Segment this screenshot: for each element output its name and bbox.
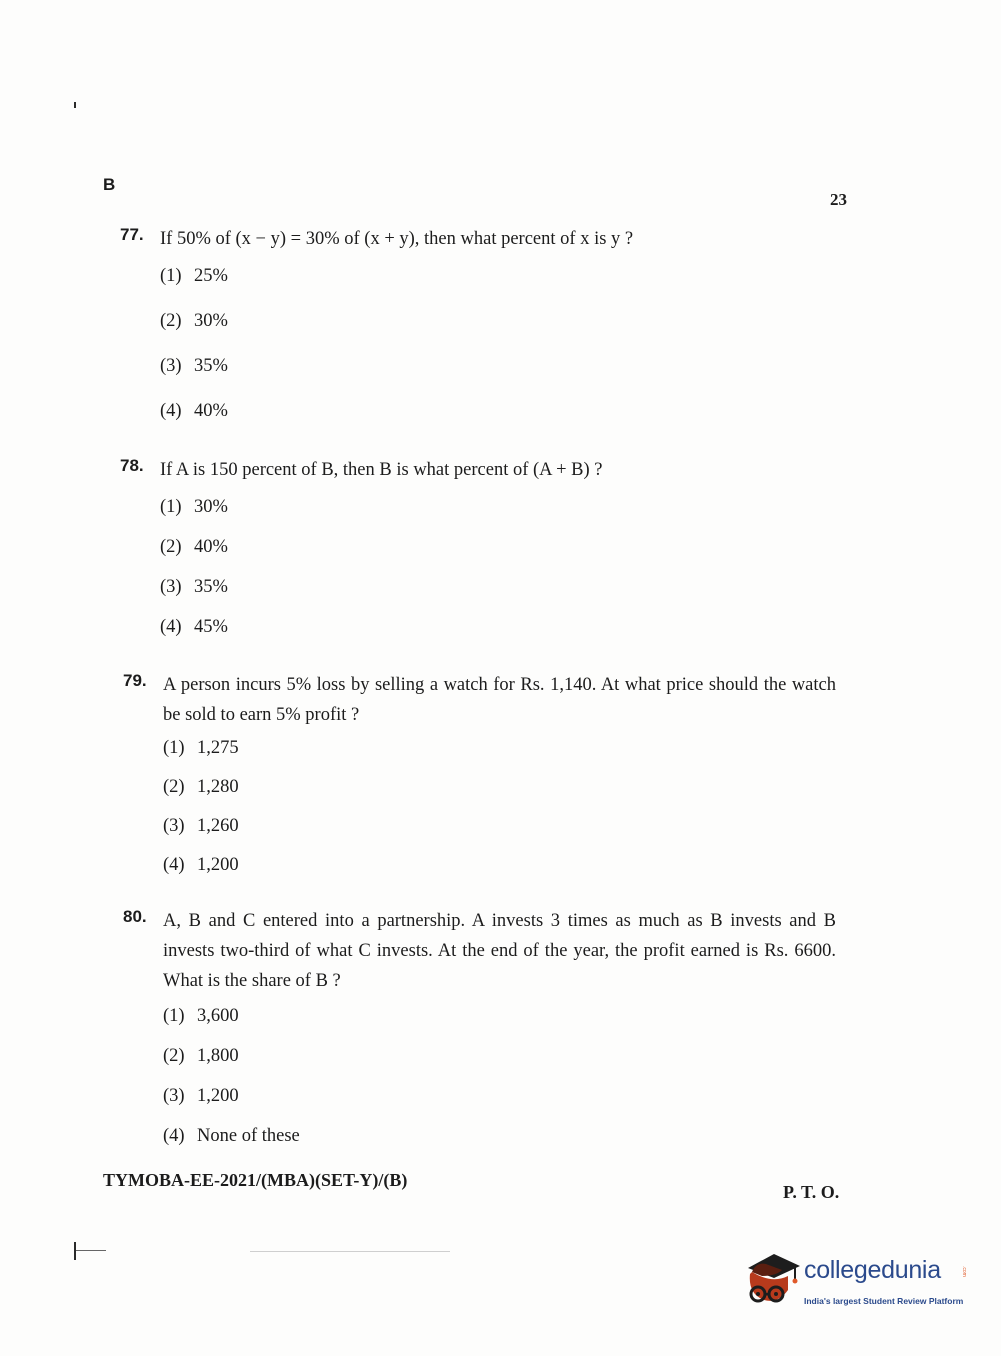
option-value: 3,600 bbox=[197, 1006, 239, 1026]
question-number: 77. bbox=[120, 225, 144, 244]
scan-faint-line bbox=[250, 1251, 450, 1252]
set-letter: B bbox=[103, 175, 116, 194]
option-value: 1,200 bbox=[197, 855, 239, 875]
page-number: 23 bbox=[830, 190, 847, 209]
scan-edge-mark-bottom bbox=[74, 1242, 76, 1260]
option-1 bbox=[163, 1006, 836, 1046]
option-label: (2) bbox=[160, 311, 182, 331]
option-3 bbox=[160, 356, 840, 401]
option-2 bbox=[163, 777, 836, 816]
options-list bbox=[160, 497, 840, 657]
question-text: A, B and C entered into a partnership. A invests 3 times as much as B invests and B invests two-third of what C invests. At the end of the year, the profit earned is Rs. 6600. What is the share of B ? bbox=[163, 911, 836, 991]
option-label: (4) bbox=[160, 401, 182, 421]
brand-suffix: .com bbox=[961, 1266, 967, 1277]
option-label: (3) bbox=[160, 577, 182, 597]
option-value: 1,260 bbox=[197, 816, 239, 836]
question-text: If A is 150 percent of B, then B is what percent of (A + B) ? bbox=[160, 460, 603, 480]
option-2 bbox=[163, 1046, 836, 1086]
option-label: (1) bbox=[163, 1006, 185, 1026]
mascot-icon bbox=[742, 1250, 802, 1312]
brand-name: collegedunia bbox=[804, 1256, 941, 1284]
option-value: 45% bbox=[194, 617, 228, 637]
option-label: (3) bbox=[160, 356, 182, 376]
question-text: If 50% of (x − y) = 30% of (x + y), then what percent of x is y ? bbox=[160, 229, 634, 249]
option-label: (1) bbox=[160, 497, 182, 517]
question-number: 79. bbox=[123, 671, 147, 690]
question-77 bbox=[120, 224, 840, 446]
please-turn-over: P. T. O. bbox=[783, 1182, 840, 1202]
option-label: (2) bbox=[163, 1046, 185, 1066]
option-label: (4) bbox=[163, 1126, 185, 1146]
option-value: 25% bbox=[194, 266, 228, 286]
option-value: 40% bbox=[194, 537, 228, 557]
scan-edge-mark-top bbox=[74, 102, 76, 108]
option-label: (1) bbox=[163, 738, 185, 758]
collegedunia-logo bbox=[742, 1250, 972, 1320]
option-label: (3) bbox=[163, 816, 185, 836]
option-label: (1) bbox=[160, 266, 182, 286]
option-value: 35% bbox=[194, 356, 228, 376]
option-1 bbox=[160, 266, 840, 311]
option-3 bbox=[160, 577, 840, 617]
option-value: 40% bbox=[194, 401, 228, 421]
option-label: (3) bbox=[163, 1086, 185, 1106]
brand-tagline: India's largest Student Review Platform bbox=[804, 1296, 964, 1306]
question-number: 80. bbox=[123, 907, 147, 926]
option-4 bbox=[160, 617, 840, 657]
question-79 bbox=[123, 670, 836, 894]
option-4 bbox=[163, 1126, 836, 1166]
option-value: 35% bbox=[194, 577, 228, 597]
option-1 bbox=[163, 738, 836, 777]
paper-code: TYMOBA-EE-2021/(MBA)(SET-Y)/(B) bbox=[103, 1170, 408, 1190]
question-number: 78. bbox=[120, 456, 144, 475]
option-3 bbox=[163, 1086, 836, 1126]
options-list bbox=[160, 266, 840, 446]
option-label: (2) bbox=[163, 777, 185, 797]
option-2 bbox=[160, 537, 840, 577]
question-78 bbox=[120, 455, 840, 657]
option-value: 30% bbox=[194, 497, 228, 517]
option-4 bbox=[160, 401, 840, 446]
scan-underline bbox=[76, 1250, 106, 1251]
options-list bbox=[163, 1006, 836, 1166]
options-list bbox=[163, 738, 836, 894]
option-label: (2) bbox=[160, 537, 182, 557]
option-label: (4) bbox=[163, 855, 185, 875]
option-value: None of these bbox=[197, 1126, 300, 1146]
option-1 bbox=[160, 497, 840, 537]
option-value: 30% bbox=[194, 311, 228, 331]
option-4 bbox=[163, 855, 836, 894]
option-2 bbox=[160, 311, 840, 356]
option-value: 1,200 bbox=[197, 1086, 239, 1106]
question-80 bbox=[123, 906, 836, 1166]
question-text: A person incurs 5% loss by selling a watch for Rs. 1,140. At what price should the watch be sold to earn 5% profit ? bbox=[163, 675, 836, 725]
option-3 bbox=[163, 816, 836, 855]
option-value: 1,275 bbox=[197, 738, 239, 758]
option-value: 1,800 bbox=[197, 1046, 239, 1066]
option-label: (4) bbox=[160, 617, 182, 637]
option-value: 1,280 bbox=[197, 777, 239, 797]
